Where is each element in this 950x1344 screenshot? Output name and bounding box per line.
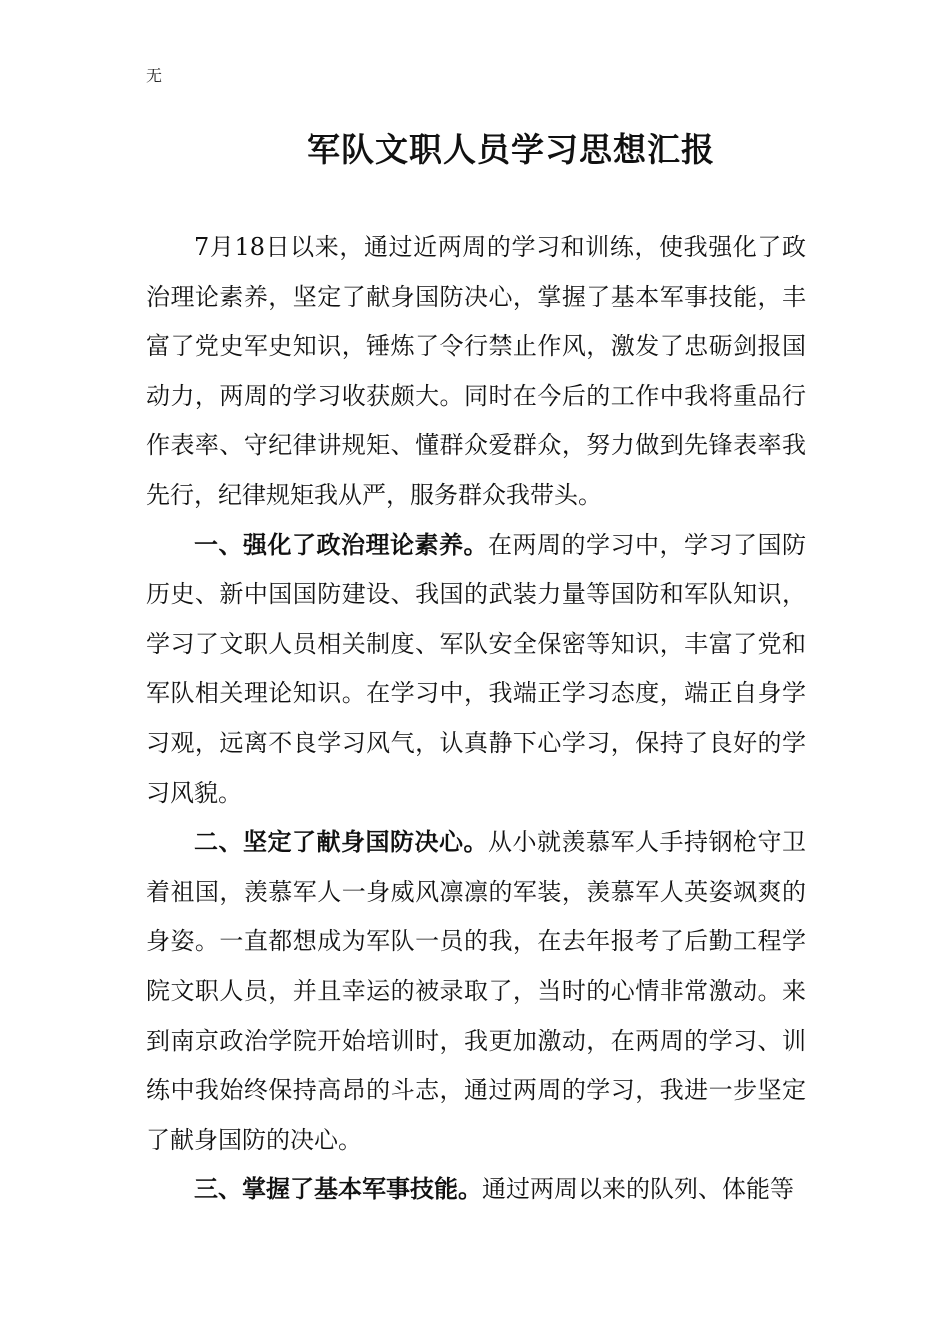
paragraph-intro-text: 7月18日以来，通过近两周的学习和训练，使我强化了政治理论素养，坚定了献身国防决心，掌握了基本军事技能，丰富了党史军史知识，锤炼了令行禁止作风，激发了忠砺剑报国动力，两周的学习收获颇大。同时在今后的工作中我将重品行作表率、守纪律讲规矩、懂群众爱群众，努力做到先锋表率我先行，纪律规矩我从严，服务群众我带头。 [146, 233, 806, 509]
paragraph-section-3 [146, 1165, 806, 1215]
section-2-heading: 二、坚定了献身国防决心。 [194, 828, 488, 857]
paragraph-section-2 [146, 818, 806, 1165]
paragraph-intro [146, 223, 806, 521]
section-1-text: 在两周的学习中，学习了国防历史、新中国国防建设、我国的武装力量等国防和军队知识，学习了文职人员相关制度、军队安全保密等知识，丰富了党和军队相关理论知识。在学习中，我端正学习态度，端正自身学习观，远离不良学习风气，认真静下心学习，保持了良好的学习风貌。 [146, 530, 806, 807]
section-1-heading: 一、强化了政治理论素养。 [194, 530, 488, 559]
document-body [146, 223, 806, 1215]
header-mark: 无 [146, 66, 163, 85]
document-title: 军队文职人员学习思想汇报 [307, 130, 715, 169]
section-3-text: 通过两周以来的队列、体能等 [482, 1175, 794, 1204]
section-3-heading: 三、掌握了基本军事技能。 [194, 1175, 482, 1204]
paragraph-section-1 [146, 521, 806, 819]
section-2-text: 从小就羡慕军人手持钢枪守卫着祖国，羡慕军人一身威风凛凛的军装，羡慕军人英姿飒爽的身姿。一直都想成为军队一员的我，在去年报考了后勤工程学院文职人员，并且幸运的被录取了，当时的心情非常激动。来到南京政治学院开始培训时，我更加激动，在两周的学习、训练中我始终保持高昂的斗志，通过两周的学习，我进一步坚定了献身国防的决心。 [146, 828, 806, 1154]
